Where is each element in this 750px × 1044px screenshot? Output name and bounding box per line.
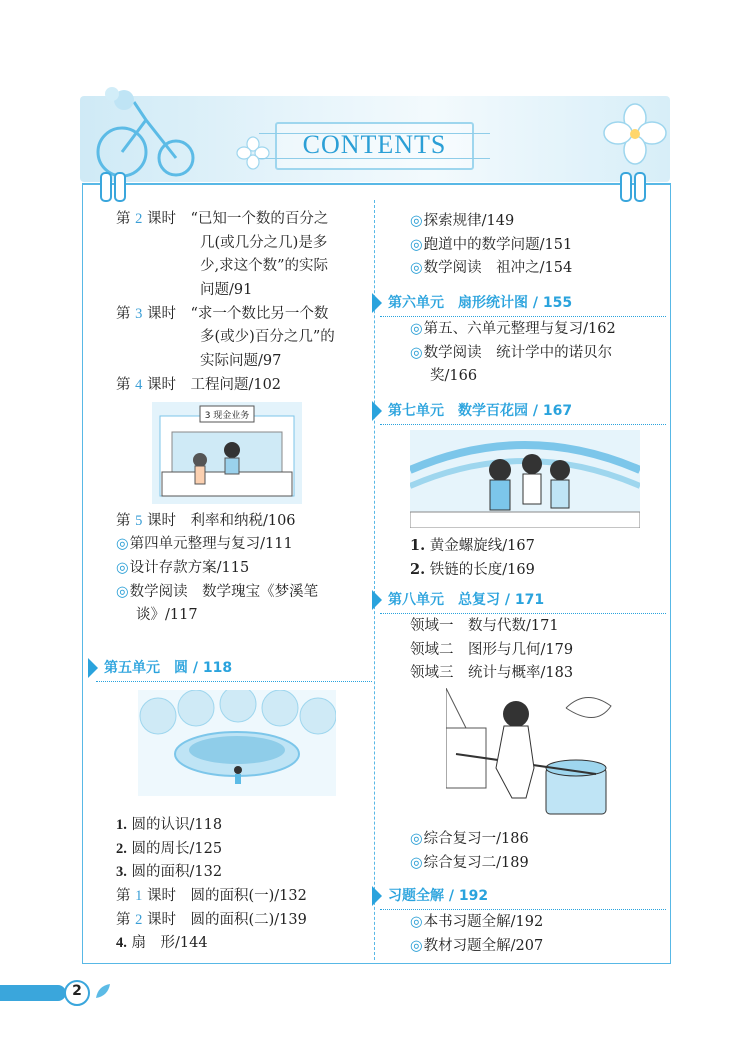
unit-heading[interactable]: 第七单元 数学百花园 / 167 — [380, 397, 660, 425]
bullet-icon: ◎ — [116, 559, 129, 576]
binder-ring — [100, 172, 112, 202]
toc-entry[interactable]: 领域一 数与代数/171 — [410, 618, 559, 634]
bullet-icon: ◎ — [116, 536, 129, 553]
bullet-icon: ◎ — [410, 260, 423, 277]
toc-entry-cont: 多(或少)百分之几”的 — [200, 329, 335, 346]
toc-entry[interactable]: ◎数学阅读 祖冲之/154 — [410, 260, 573, 277]
toc-entry[interactable]: 第 4 课时 工程问题/102 — [116, 376, 282, 393]
toc-entry[interactable]: 第 3 课时 “求一个数比另一个数 — [116, 305, 329, 322]
toc-entry[interactable]: 第 1 课时 圆的面积(一)/132 — [116, 888, 307, 905]
track-kids-image — [410, 430, 640, 528]
flower-decoration-icon — [600, 100, 670, 170]
toc-entry[interactable]: ◎设计存款方案/115 — [116, 559, 250, 576]
toc-entry[interactable]: ◎综合复习二/189 — [410, 854, 529, 871]
unit-underline — [96, 681, 372, 682]
bullet-icon: ◎ — [410, 344, 423, 361]
fountain-illustration — [138, 690, 336, 796]
triangle-marker-icon — [372, 590, 382, 610]
bank-counter-image — [152, 402, 302, 504]
toc-entry[interactable]: 2. 圆的周长/125 — [116, 840, 223, 857]
triangle-marker-icon — [372, 401, 382, 421]
bullet-icon: ◎ — [410, 213, 423, 229]
right-column — [410, 210, 660, 281]
unit-heading[interactable]: 第五单元 圆 / 118 — [96, 654, 366, 682]
toc-entry[interactable]: 第 2 课时 “已知一个数的百分之 — [116, 211, 329, 227]
toc-entry-cont: 少,求这个数”的实际 — [200, 258, 329, 275]
column-divider — [374, 200, 375, 960]
fountain-image — [138, 690, 336, 796]
triangle-marker-icon — [372, 886, 382, 906]
toc-entry[interactable]: 1. 圆的认识/118 — [116, 817, 223, 833]
binder-ring — [620, 172, 632, 202]
toc-entry[interactable]: ◎数学阅读 数学瑰宝《梦溪笔 — [116, 583, 319, 600]
unit-heading[interactable]: 第八单元 总复习 / 171 — [380, 586, 660, 614]
leaf-icon — [92, 982, 112, 1002]
toc-entry-cont: 问题/91 — [200, 282, 253, 299]
right-column-review — [410, 828, 660, 875]
right-column-answers — [410, 911, 660, 958]
unit-underline — [380, 613, 666, 614]
well-worker-image — [446, 688, 616, 820]
toc-entry-cont: 奖/166 — [430, 368, 478, 385]
bank-counter-illustration — [152, 402, 302, 504]
toc-entry[interactable]: 领域三 统计与概率/183 — [410, 665, 574, 682]
bullet-icon: ◎ — [410, 914, 423, 930]
toc-entry[interactable]: 领域二 图形与几何/179 — [410, 641, 574, 658]
page-title: CONTENTS — [302, 130, 447, 159]
toc-entry[interactable]: 3. 圆的面积/132 — [116, 864, 223, 881]
unit-heading[interactable]: 习题全解 / 192 — [380, 882, 660, 910]
toc-entry[interactable]: ◎本书习题全解/192 — [410, 914, 544, 930]
unit-underline — [380, 909, 666, 910]
binder-ring — [114, 172, 126, 202]
unit-underline — [380, 316, 666, 317]
triangle-marker-icon — [372, 293, 382, 313]
page-number: 2 — [72, 983, 82, 999]
toc-entry-cont: 实际问题/97 — [200, 353, 282, 370]
right-column-u6 — [410, 318, 660, 389]
toc-entry[interactable]: ◎教材习题全解/207 — [410, 937, 544, 954]
toc-entry[interactable]: ◎第四单元整理与复习/111 — [116, 536, 293, 553]
well-worker-illustration — [446, 688, 616, 820]
toc-entry[interactable]: ◎探索规律/149 — [410, 213, 515, 229]
unit-underline — [380, 424, 666, 425]
toc-entry[interactable]: 第 2 课时 圆的面积(二)/139 — [116, 911, 307, 928]
bullet-icon: ◎ — [410, 321, 423, 337]
bicycle-decoration-icon — [84, 80, 204, 180]
toc-entry[interactable]: 第 5 课时 利率和纳税/106 — [116, 512, 296, 529]
toc-entry[interactable]: 1. 黄金螺旋线/167 — [410, 537, 535, 554]
bullet-icon: ◎ — [410, 937, 423, 954]
bullet-icon: ◎ — [410, 854, 423, 871]
left-column — [116, 208, 366, 628]
toc-entry[interactable]: 2. 铁链的长度/169 — [410, 560, 535, 578]
toc-entry[interactable]: ◎第五、六单元整理与复习/162 — [410, 321, 616, 337]
toc-entry[interactable]: ◎跑道中的数学问题/151 — [410, 236, 573, 253]
bullet-icon: ◎ — [410, 831, 423, 847]
bullet-icon: ◎ — [116, 583, 129, 600]
toc-entry[interactable]: ◎数学阅读 统计学中的诺贝尔 — [410, 344, 613, 361]
binder-ring — [634, 172, 646, 202]
toc-entry[interactable]: ◎综合复习一/186 — [410, 831, 529, 847]
right-column-u7 — [410, 534, 660, 581]
toc-entry-cont: 谈》/117 — [136, 607, 198, 624]
unit-heading[interactable]: 第六单元 扇形统计图 / 155 — [380, 289, 660, 317]
right-column-u8 — [410, 615, 660, 686]
triangle-marker-icon — [88, 658, 98, 678]
track-kids-illustration — [410, 430, 640, 528]
toc-entry[interactable]: 4. 扇 形/144 — [116, 935, 208, 952]
page-number-bar — [0, 985, 66, 1001]
left-column-bottom — [116, 814, 366, 956]
bank-sign-text: 3 现金业务 — [204, 410, 250, 421]
toc-entry-cont: 几(或几分之几)是多 — [200, 234, 328, 251]
bullet-icon: ◎ — [410, 236, 423, 253]
contents-title-box — [275, 122, 474, 170]
